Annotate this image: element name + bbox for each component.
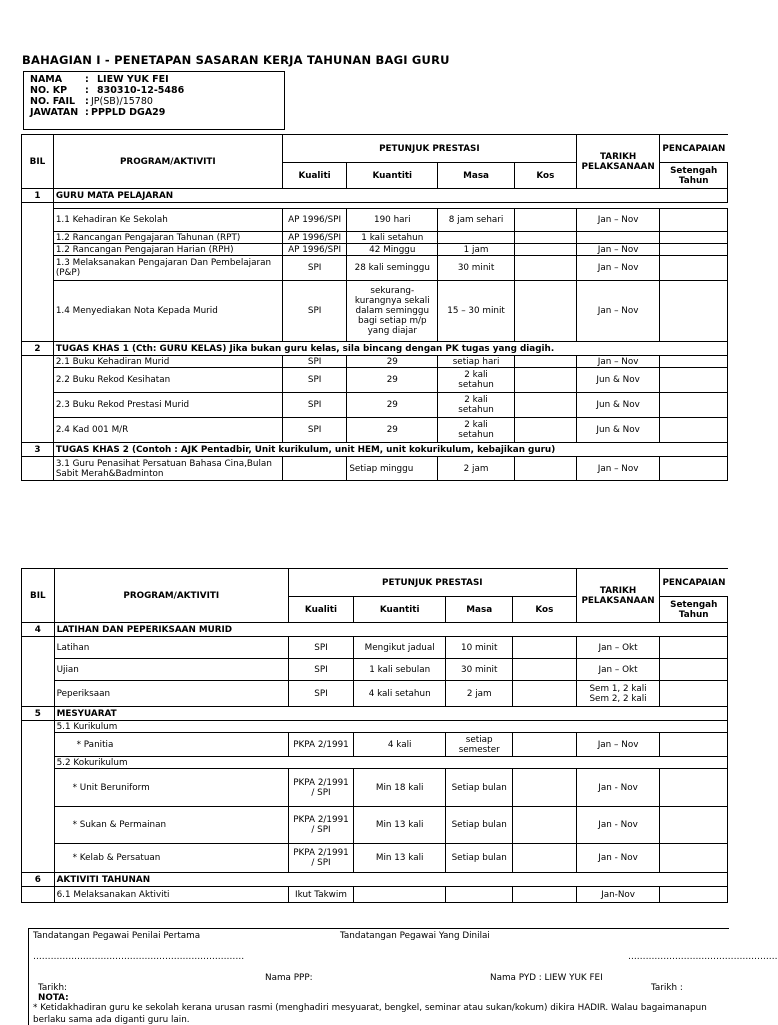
col-kuantiti: Kuantiti (354, 597, 446, 623)
table-row: 1.3 Melaksanakan Pengajaran Dan Pembelajaran (P&P) SPI 28 kali seminggu 30 minit Jan – Nov (22, 256, 728, 281)
tarikh-left: Tarikh: (38, 983, 68, 993)
section-row: 2 TUGAS KHAS 1 (Cth: GURU KELAS) Jika bukan guru kelas, sila bincang dengan PK tugas yang diagih. (22, 342, 728, 356)
table-row: 1.4 Menyediakan Nota Kepada Murid SPI sekurang-kurangnya sekali dalam seminggu bagi setiap m/p yang diajar 15 – 30 minit Jan – Nov (22, 281, 728, 342)
col-setengah: Setengah Tahun (660, 163, 728, 189)
col-program: PROGRAM/AKTIVITI (53, 135, 282, 189)
tarikh-right: Tarikh : (651, 983, 683, 993)
table-row: * Unit Beruniform PKPA 2/1991 / SPI Min 18 kali Setiap bulan Jan - Nov (22, 769, 728, 807)
col-kuantiti: Kuantiti (347, 163, 438, 189)
col-bil: BIL (22, 569, 55, 623)
table-row: 2.3 Buku Rekod Prestasi Murid SPI 29 2 kali setahun Jun & Nov (22, 393, 728, 418)
table-row: Ujian SPI 1 kali sebulan 30 minit Jan – Okt (22, 659, 728, 681)
col-bil: BIL (22, 135, 54, 189)
targets-table-1 (21, 134, 728, 481)
table-row: 2.1 Buku Kehadiran Murid SPI 29 setiap hari Jan – Nov (22, 356, 728, 368)
col-pencapaian: PENCAPAIAN (660, 569, 728, 597)
table-row: * Sukan & Permainan PKPA 2/1991 / SPI Min 13 kali Setiap bulan Jan - Nov (22, 807, 728, 844)
section-row: 1 GURU MATA PELAJARAN (22, 189, 728, 203)
table-row: 1.1 Kehadiran Ke Sekolah AP 1996/SPI 190 hari 8 jam sehari Jan – Nov (22, 209, 728, 232)
col-kualiti: Kualiti (282, 163, 346, 189)
nama-ppp: Nama PPP: (265, 973, 313, 983)
table-row: 2.4 Kad 001 M/R SPI 29 2 kali setahun Jun & Nov (22, 418, 728, 443)
nota-line-2: berlaku sama ada diganti guru lain. (33, 1015, 190, 1025)
table-row: * Panitia PKPA 2/1991 4 kali setiap semester Jan – Nov (22, 733, 728, 757)
nama-pyd: Nama PYD : LIEW YUK FEI (490, 973, 603, 983)
section-row: 4 LATIHAN DAN PEPERIKSAAN MURID (22, 623, 728, 637)
col-program: PROGRAM/AKTIVITI (54, 569, 288, 623)
table-row: 1.2 Rancangan Pengajaran Harian (RPH) AP 1996/SPI 42 Minggu 1 jam Jan – Nov (22, 244, 728, 256)
ppp-signature-label: Tandatangan Pegawai Penilai Pertama (33, 931, 201, 941)
subsection-row: 5.2 Kokurikulum (22, 757, 728, 769)
table-row: 6.1 Melaksanakan Aktiviti Ikut Takwim Jan-Nov (22, 887, 728, 903)
col-tarikh: TARIKH PELAKSANAAN (576, 569, 660, 623)
table-row: * Kelab & Persatuan PKPA 2/1991 / SPI Min 13 kali Setiap bulan Jan - Nov (22, 844, 728, 873)
table-row: 3.1 Guru Penasihat Persatuan Bahasa Cina,Bulan Sabit Merah&Badminton Setiap minggu 2 jam Jan – Nov (22, 457, 728, 481)
pyd-signature-line: …………………………………………… (628, 952, 778, 962)
ppp-signature-line: ……………………………………………………………… (33, 952, 245, 962)
nota-label: NOTA: (38, 993, 69, 1003)
col-kos: Kos (513, 597, 577, 623)
section-row: 3 TUGAS KHAS 2 (Contoh : AJK Pentadbir, Unit kurikulum, unit HEM, unit kokurikulum, kebajikan guru) (22, 443, 728, 457)
targets-table-2 (21, 568, 728, 903)
section-row: 6 AKTIVITI TAHUNAN (22, 873, 728, 887)
identity-nama: NAMA : LIEW YUK FEI (30, 74, 169, 85)
col-kos: Kos (514, 163, 576, 189)
table-row: 1.2 Rancangan Pengajaran Tahunan (RPT) AP 1996/SPI 1 kali setahun (22, 232, 728, 244)
identity-nokp: NO. KP : 830310-12-5486 (30, 85, 185, 96)
page-title: BAHAGIAN I - PENETAPAN SASARAN KERJA TAHUNAN BAGI GURU (22, 53, 450, 67)
table-row: 2.2 Buku Rekod Kesihatan SPI 29 2 kali setahun Jun & Nov (22, 368, 728, 393)
col-masa: Masa (446, 597, 513, 623)
nota-line-1: * Ketidakhadiran guru ke sekolah kerana urusan rasmi (menghadiri mesyuarat, bengkel, seminar atau sukan/kokum) dikira HADIR. Walau bagaimanapun (33, 1003, 707, 1013)
pyd-signature-label: Tandatangan Pegawai Yang Dinilai (340, 931, 490, 941)
col-masa: Masa (438, 163, 515, 189)
col-kualiti: Kualiti (288, 597, 353, 623)
col-petunjuk: PETUNJUK PRESTASI (288, 569, 576, 597)
col-petunjuk: PETUNJUK PRESTASI (282, 135, 576, 163)
table-row: Latihan SPI Mengikut jadual 10 minit Jan – Okt (22, 637, 728, 659)
table-row: Peperiksaan SPI 4 kali setahun 2 jam Sem 1, 2 kali Sem 2, 2 kali (22, 681, 728, 707)
col-tarikh: TARIKH PELAKSANAAN (576, 135, 660, 189)
identity-jawatan: JAWATAN : PPPLD DGA29 (30, 107, 166, 118)
section-row: 5 MESYUARAT (22, 707, 728, 721)
identity-box (23, 71, 285, 130)
subsection-row: 5.1 Kurikulum (22, 721, 728, 733)
col-pencapaian: PENCAPAIAN (660, 135, 728, 163)
col-setengah: Setengah Tahun (660, 597, 728, 623)
identity-nofail: NO. FAIL : JP(SB)/15780 (30, 96, 153, 107)
